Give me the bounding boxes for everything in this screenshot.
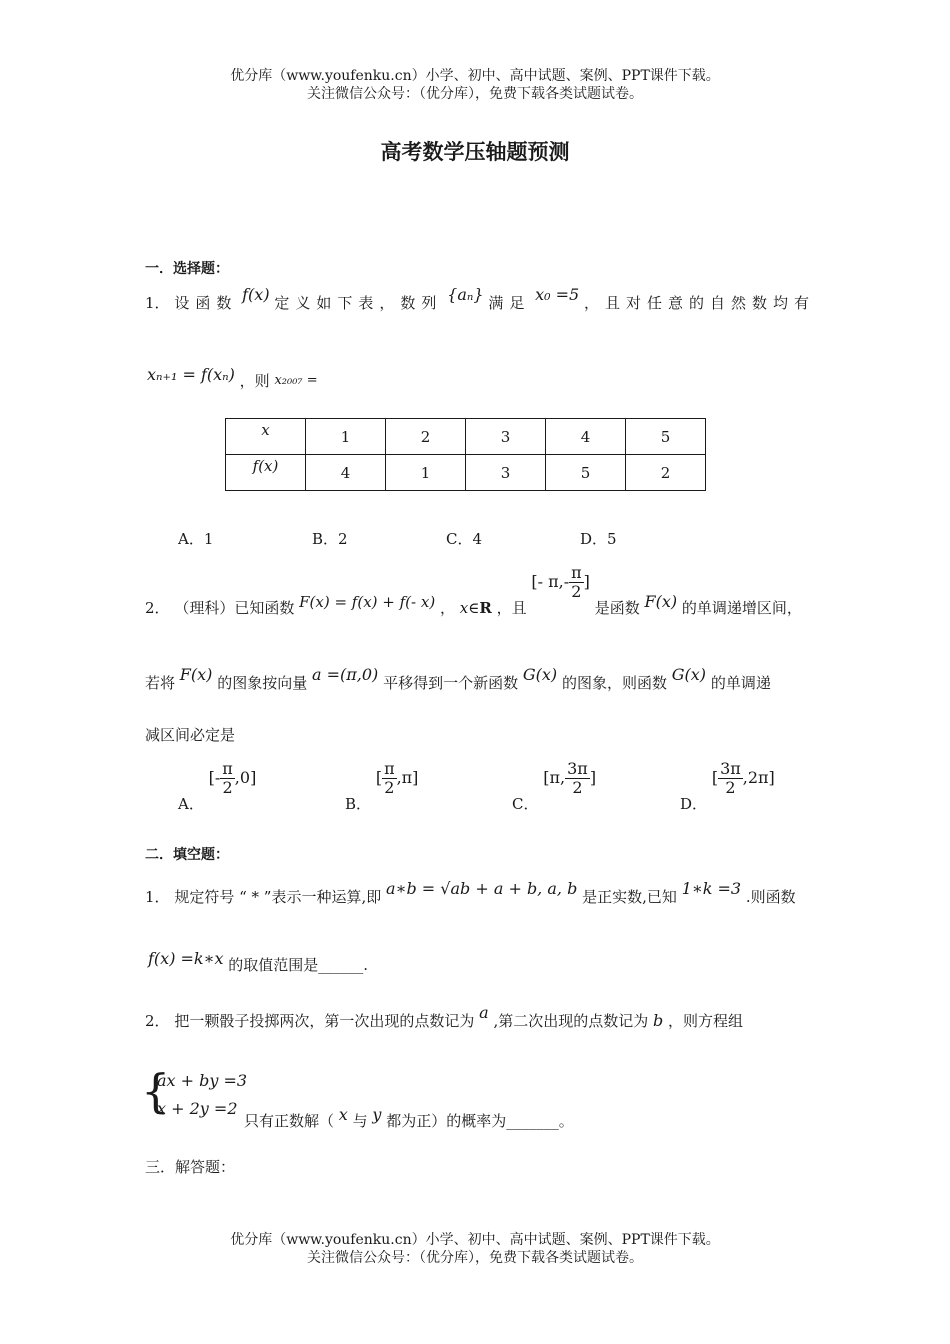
q2-line2-G2: G(x) [671,665,707,684]
q2-option-a [178,759,257,813]
q2-option-d-den: 2 [725,778,736,797]
q1-x0: x₀ =5 [535,285,580,304]
fill-q2-x: x [338,1105,348,1124]
q2-domain: x∈ [459,599,480,617]
q2-line2-text-3: 平移得到一个新函数 [383,674,519,692]
section-1-heading: 一．选择题： [145,261,229,277]
fill-q2-b: b [653,1011,664,1030]
q2-option-d-post: ,2π] [742,768,775,787]
q2-option-c-letter: C． [512,795,539,813]
fill-q2-line-1 [145,1002,744,1030]
fill-q1-text-2: 是正实数,已知 [582,888,677,906]
q2-F-definition: F(x) = f(x) + f(- x) [299,593,436,611]
system-equation-1: ax + by =3 [157,1071,248,1090]
table-cell: 2 [626,455,706,491]
q2-line2-text-2: 的图象按向量 [217,674,308,692]
q2-line2-text-4: 的图象，则函数 [561,674,667,692]
q1-text-3: 满足 [488,294,531,312]
q2-option-b-letter: B． [345,795,372,813]
fill-q1-function: f(x) =k∗x [148,949,224,968]
section-3-heading: 三．解答题： [145,1158,236,1176]
q2-option-a-letter: A． [178,795,204,813]
q2-vector: a =(π,0) [311,665,379,684]
q2-real-set: R [479,599,492,617]
q2-option-a-post: ,0] [234,768,257,787]
q2-interval-left: [- π,- [531,572,570,591]
q2-option-a-den: 2 [222,778,233,797]
q2-option-b [345,759,419,813]
q1-text-2: 定义如下表，数列 [274,294,443,312]
fill-q1-text-3: .则函数 [745,888,796,906]
q2-number: 2． [145,599,170,617]
table-row-x [226,419,706,455]
q2-option-b-post: ,π] [396,768,419,787]
section-2-heading: 二．填空题： [145,847,229,863]
q1-line-2 [147,364,318,390]
q2-interval-den: 2 [571,582,582,601]
q2-line2-text-5: 的单调递 [710,674,771,692]
q1-text-1: 设函数 [174,294,238,312]
q2-option-a-pre: [- [208,768,221,787]
system-equation-2: x + 2y =2 [157,1099,238,1118]
system-brace: { [141,1064,171,1118]
q1-option-a: A．1 [178,530,214,548]
footer-line-1: 优分库（www.youfenku.cn）小学、初中、高中试题、案例、PPT课件下载。 [230,1232,720,1248]
header-line-1: 优分库（www.youfenku.cn）小学、初中、高中试题、案例、PPT课件下载。 [230,68,720,84]
q2-option-b-den: 2 [384,778,395,797]
fill-q1-number: 1． [145,888,170,906]
q2-option-a-num: π [222,759,233,778]
fill-q2-text-1: 把一颗骰子投掷两次，第一次出现的点数记为 [174,1012,475,1030]
q2-line2-G: G(x) [522,665,558,684]
table-cell: 3 [466,419,546,455]
table-header-fx: f(x) [226,455,306,491]
table-cell: 4 [546,419,626,455]
q1-recurrence: xₙ₊₁ = f(xₙ) [147,365,235,384]
q2-option-c-num: 3π [567,759,588,778]
fill-q2-text-4: 只有正数解（ [244,1112,335,1130]
q2-option-d [680,759,775,813]
fill-q2-number: 2． [145,1012,170,1030]
q2-text-5: 的单调递增区间， [681,599,802,617]
table-cell: 2 [386,419,466,455]
q1-option-d: D．5 [580,530,617,548]
fill-q1-text-4: 的取值范围是______. [228,956,369,974]
q2-option-d-num: 3π [720,759,741,778]
fill-q2-a: a [479,1003,489,1022]
fill-q1-given: 1∗k =3 [681,879,742,898]
table-cell: 1 [386,455,466,491]
q2-option-d-pre: [ [711,768,719,787]
fill-q1-line-1 [145,878,796,906]
q2-line-2 [145,664,771,692]
q2-text-1: （理科）已知函数 [174,599,295,617]
fill-q1-text-1: 规定符号 “ * ”表示一种运算,即 [174,888,382,906]
q1-text-4: ，且对任意的自然数均有 [584,294,816,312]
q2-interval-num: π [571,563,582,582]
q2-interval [531,564,590,601]
q2-text-2: ， [439,599,455,617]
q2-text-4: 是函数 [594,599,640,617]
table-row-fx [226,455,706,491]
q2-option-c-den: 2 [572,778,583,797]
q2-option-d-letter: D． [680,795,708,813]
q2-line-3: 减区间必定是 [145,726,236,744]
table-cell: 1 [306,419,386,455]
q1-option-b: B．2 [312,530,348,548]
q2-text-3: ，且 [496,599,527,617]
q1-line-1 [145,285,816,313]
fill-q2-text-5: 与 [352,1112,368,1130]
fill-q2-y: y [372,1105,382,1124]
fill-q2-text-6: 都为正）的概率为_______。 [386,1112,574,1130]
q1-text-5: ，则 [239,372,270,390]
q2-line-1 [145,563,802,617]
fill-q2-text-3: ，则方程组 [668,1012,744,1030]
q2-option-c-pre: [π, [543,768,566,787]
q2-line2-F: F(x) [179,665,213,684]
q2-option-b-pre: [ [375,768,383,787]
fill-q1-line-2 [148,948,369,974]
q2-option-c [512,759,597,813]
q2-F: F(x) [644,592,678,611]
q1-option-c: C．4 [446,530,483,548]
table-cell: 3 [466,455,546,491]
q1-number: 1． [145,294,170,312]
q2-line2-text-1: 若将 [145,674,176,692]
header-line-2: 关注微信公众号：（优分库），免费下载各类试题试卷。 [307,86,643,102]
q2-option-c-post: ] [589,768,597,787]
fill-q2-text-2: ,第二次出现的点数记为 [493,1012,649,1030]
table-header-x: x [226,419,306,455]
fill-q1-expression: a∗b = √ab + a + b, a, b [386,879,578,898]
q1-sequence: {aₙ} [447,285,484,304]
q2-option-b-num: π [384,759,395,778]
table-cell: 4 [306,455,386,491]
page-title: 高考数学压轴题预测 [380,140,570,164]
fill-q2-line-2 [244,1104,574,1130]
table-cell: 5 [626,419,706,455]
q1-x2007: x₂₀₀₇ = [274,373,318,388]
table-cell: 5 [546,455,626,491]
q1-fx: f(x) [242,285,270,304]
q2-interval-right: ] [583,572,590,591]
function-table [225,418,706,491]
footer-line-2: 关注微信公众号：（优分库），免费下载各类试题试卷。 [307,1250,643,1266]
